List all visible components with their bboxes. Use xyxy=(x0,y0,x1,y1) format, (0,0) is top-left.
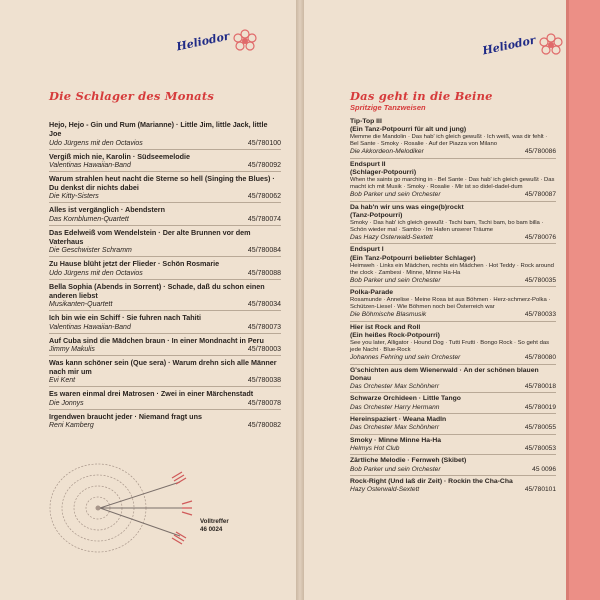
record-contents: Rosamunde · Annelise · Meine Rosa ist aus Böhmen · Herz-schmerz-Polka · Schützen-Liesel · Wie Böhmen noch bei Österreich war xyxy=(350,297,551,311)
list-item xyxy=(350,476,556,496)
record-artist: Evi Kent xyxy=(49,377,76,385)
list-item xyxy=(49,311,281,333)
brand-logo-right xyxy=(482,32,564,58)
record-meta xyxy=(49,323,281,332)
record-artist: Die Jonnys xyxy=(49,399,84,407)
record-title: Rock-Right (Und laß dir Zeit) · Rockin the Cha-Cha xyxy=(350,477,513,485)
record-artist: Das Hazy Osterwald-Sextett xyxy=(350,234,433,242)
record-subtitle: (Schlager-Potpourri) xyxy=(350,169,417,177)
record-title: Auf Cuba sind die Mädchen braun · In einer Mondnacht in Peru xyxy=(49,335,264,345)
record-artist: Die Geschwister Schramm xyxy=(49,247,132,255)
record-artist: Musikanten-Quartett xyxy=(49,301,113,309)
record-artist: Das Orchester Max Schönherr xyxy=(350,383,440,391)
back-cover-edge xyxy=(566,0,600,600)
record-meta xyxy=(350,191,556,199)
record-title: Da hab'n wir uns was einge(b)rockt xyxy=(350,203,464,211)
list-item xyxy=(49,172,281,204)
record-meta xyxy=(49,269,281,278)
record-meta xyxy=(350,466,556,474)
record-number: 45/780084 xyxy=(247,247,281,255)
record-meta xyxy=(350,424,556,432)
record-number: 45/780055 xyxy=(524,424,556,432)
record-title: Vergiß mich nie, Karolin · Südseemelodie xyxy=(49,151,190,161)
record-title: Irgendwen braucht jeder · Niemand fragt uns xyxy=(49,411,202,421)
record-artist: Die Kitty-Sisters xyxy=(49,193,99,201)
record-number: 45/780019 xyxy=(524,403,556,411)
record-meta xyxy=(49,215,281,224)
record-title: Zärtliche Melodie · Fernweh (Skibet) xyxy=(350,457,467,465)
record-title: Zu Hause blüht jetzt der Flieder · Schön Rosmarie xyxy=(49,259,220,269)
record-meta xyxy=(350,383,556,391)
back-cover-shadow xyxy=(566,0,569,600)
record-title: Warum strahlen heut nacht die Sterne so hell (Singing the Blues) · Du denkst dir nichts dabei xyxy=(49,173,275,193)
record-number: 45/780062 xyxy=(247,193,281,201)
page-title: Die Schlager des Monats xyxy=(49,89,215,103)
section-subtitle: Spritzige Tanzweisen xyxy=(350,103,426,112)
record-meta xyxy=(350,234,556,242)
record-meta xyxy=(350,486,556,494)
list-item xyxy=(49,334,281,356)
record-meta xyxy=(49,246,281,255)
left-page xyxy=(0,0,296,600)
record-contents: See you later, Alligator · Hound Dog · Tutti Frutti · Bongo Rock · So geht das jede Nacht · Blue-Rock xyxy=(350,340,550,354)
list-item xyxy=(49,257,281,279)
record-number: 45/780018 xyxy=(524,383,556,391)
list-item xyxy=(350,244,556,287)
record-subtitle: (Ein heißes Rock-Potpourri) xyxy=(350,332,440,340)
section-title: Das geht in die Beine xyxy=(350,89,493,103)
record-artist: Hazy Osterwald-Sextett xyxy=(350,486,420,494)
right-page xyxy=(304,0,566,600)
record-title: Schwarze Orchideen · Little Tango xyxy=(350,395,461,403)
record-title: Hejo, Hejo - Gin und Rum (Marianne) · Little Jim, little Jack, little Joe xyxy=(49,120,268,139)
record-number: 45/780003 xyxy=(247,345,281,353)
record-artist: Die Akkordeon-Melodiker xyxy=(350,148,424,156)
rosette-icon xyxy=(232,28,258,54)
record-artist: Bob Parker und sein Orchester xyxy=(350,276,441,284)
record-number: 45/780088 xyxy=(247,269,281,277)
list-item xyxy=(49,387,281,409)
brand-name-right: Heliodor xyxy=(481,33,537,57)
list-item xyxy=(350,455,556,476)
record-artist: Bob Parker und sein Orchester xyxy=(350,465,441,473)
record-artist: Valentinas Hawaiian-Band xyxy=(49,323,131,331)
record-meta xyxy=(49,376,281,385)
record-number: 45/780038 xyxy=(247,377,281,385)
volltreffer-label xyxy=(200,518,229,534)
record-title: Smoky · Minne Minne Ha-Ha xyxy=(350,436,442,444)
record-title: Bella Sophia (Abends in Sorrent) · Schade, daß du schon einen anderen liebst xyxy=(49,281,265,300)
record-meta xyxy=(49,192,281,201)
list-item xyxy=(350,435,556,456)
record-artist: Bob Parker und sein Orchester xyxy=(350,191,441,199)
list-item xyxy=(350,414,556,435)
record-title: Was kann schöner sein (Que sera) · Warum drehn sich alle Männer nach mir um xyxy=(49,357,277,377)
record-meta xyxy=(49,139,281,148)
target-arrows-illustration xyxy=(40,420,200,570)
record-meta xyxy=(350,354,556,362)
record-title: Endspurt I xyxy=(350,246,384,254)
list-item xyxy=(350,393,556,414)
list-item xyxy=(350,287,556,322)
list-item xyxy=(49,356,281,388)
record-title: Das Edelweiß vom Wendelstein · Der alte Brunnen vor dem Vaterhaus xyxy=(49,227,251,247)
record-artist: Das Kornblumen-Quartett xyxy=(49,215,129,223)
record-number: 45/780100 xyxy=(247,139,281,147)
record-meta xyxy=(350,404,556,412)
record-meta xyxy=(350,148,556,156)
record-number: 45/780087 xyxy=(524,191,556,199)
rosette-icon xyxy=(538,32,564,58)
record-number: 45/780053 xyxy=(524,444,556,452)
list-item xyxy=(350,365,556,394)
record-contents: Memme die Mandolin · Das hab' ich gleich gewußt · Ich weiß, was dir fehlt · Bel Sante · Smoky · Rosalie · Auf der Piazza von Milano xyxy=(350,134,548,148)
record-artist: Udo Jürgens mit den Octavios xyxy=(49,269,143,277)
record-artist: Jimmy Makulis xyxy=(49,345,95,353)
record-artist: Valentinas Hawaiian-Band xyxy=(49,161,131,169)
hit-list xyxy=(49,118,281,431)
list-item xyxy=(49,226,281,258)
record-number: 45/780092 xyxy=(247,161,281,169)
record-contents: Smoky · Das hab' ich gleich gewußt · Tschi bam, Tschi bam, bo bam billa · Schön wieder mal · Sambo · Im Hafen unserer Träume xyxy=(350,220,544,234)
dance-list xyxy=(350,116,556,496)
record-artist: Johannes Fehring und sein Orchester xyxy=(350,354,461,362)
record-meta xyxy=(350,277,556,285)
record-artist: Das Orchester Harry Hermann xyxy=(350,403,440,411)
list-item xyxy=(350,116,556,159)
record-subtitle: (Ein Tanz-Potpourri für alt und jung) xyxy=(350,126,467,134)
record-artist: Reni Kamberg xyxy=(49,422,94,430)
record-number: 45/780034 xyxy=(247,301,281,309)
record-artist: Die Böhmische Blasmusik xyxy=(350,311,427,319)
list-item xyxy=(49,150,281,172)
record-title: Polka-Parade xyxy=(350,289,394,297)
record-title: Alles ist vergänglich · Abendstern xyxy=(49,205,165,215)
record-subtitle: (Tanz-Potpourri) xyxy=(350,211,403,219)
record-title: Endspurt II xyxy=(350,160,386,168)
record-contents: Heimweh · Links ein Mädchen, rechts ein Mädchen · Hot Teddy · Rock around the clock · Zambesi · Minne, Minne Ha-Ha xyxy=(350,262,554,276)
record-meta xyxy=(350,445,556,453)
record-number: 45/780074 xyxy=(247,215,281,223)
record-meta xyxy=(49,399,281,408)
record-meta xyxy=(49,300,281,309)
record-number: 45/780078 xyxy=(247,399,281,407)
record-artist: Udo Jürgens mit den Octavios xyxy=(49,139,143,147)
record-subtitle: (Ein Tanz-Potpourri beliebter Schlager) xyxy=(350,254,476,262)
record-meta xyxy=(49,161,281,170)
record-meta xyxy=(350,311,556,319)
record-number: 45 0096 xyxy=(532,465,556,473)
record-number: 45/780076 xyxy=(524,234,556,242)
page-fold xyxy=(296,0,304,600)
list-item xyxy=(350,202,556,245)
record-title: Tip-Top III xyxy=(350,118,382,125)
brand-logo xyxy=(176,28,258,54)
record-title: Hier ist Rock and Roll xyxy=(350,323,421,331)
list-item xyxy=(49,280,281,312)
record-number: 45/780086 xyxy=(524,148,556,156)
list-item xyxy=(49,118,281,150)
list-item xyxy=(49,203,281,225)
list-item xyxy=(350,322,556,365)
record-title: G'schichten aus dem Wienerwald · An der schönen blauen Donau xyxy=(350,366,539,382)
volltreffer-number: 46 0024 xyxy=(200,526,223,533)
record-number: 45/780082 xyxy=(247,422,281,430)
record-artist: Helmys Hot Club xyxy=(350,444,400,452)
list-item xyxy=(350,159,556,202)
record-meta xyxy=(49,345,281,354)
record-title: Ich bin wie ein Schiff · Sie fuhren nach Tahiti xyxy=(49,313,202,323)
brand-name: Heliodor xyxy=(175,29,231,53)
record-number: 45/780035 xyxy=(524,276,556,284)
record-title: Hereinspaziert · Weana Madln xyxy=(350,416,447,424)
record-title: Es waren einmal drei Matrosen · Zwei in einer Märchenstadt xyxy=(49,389,254,399)
record-artist: Das Orchester Max Schönherr xyxy=(350,424,440,432)
record-contents: When the saints go marching in · Bel Sante · Das hab' ich gleich gewußt · Das macht ich mit Musik · Smoky · Rosalie · Mir ist so didel-dadel-dum xyxy=(350,177,555,191)
record-number: 45/780080 xyxy=(524,354,556,362)
record-number: 45/780101 xyxy=(524,486,556,494)
volltreffer-title: Volltreffer xyxy=(200,518,229,525)
record-number: 45/780033 xyxy=(524,311,556,319)
record-number: 45/780073 xyxy=(247,323,281,331)
